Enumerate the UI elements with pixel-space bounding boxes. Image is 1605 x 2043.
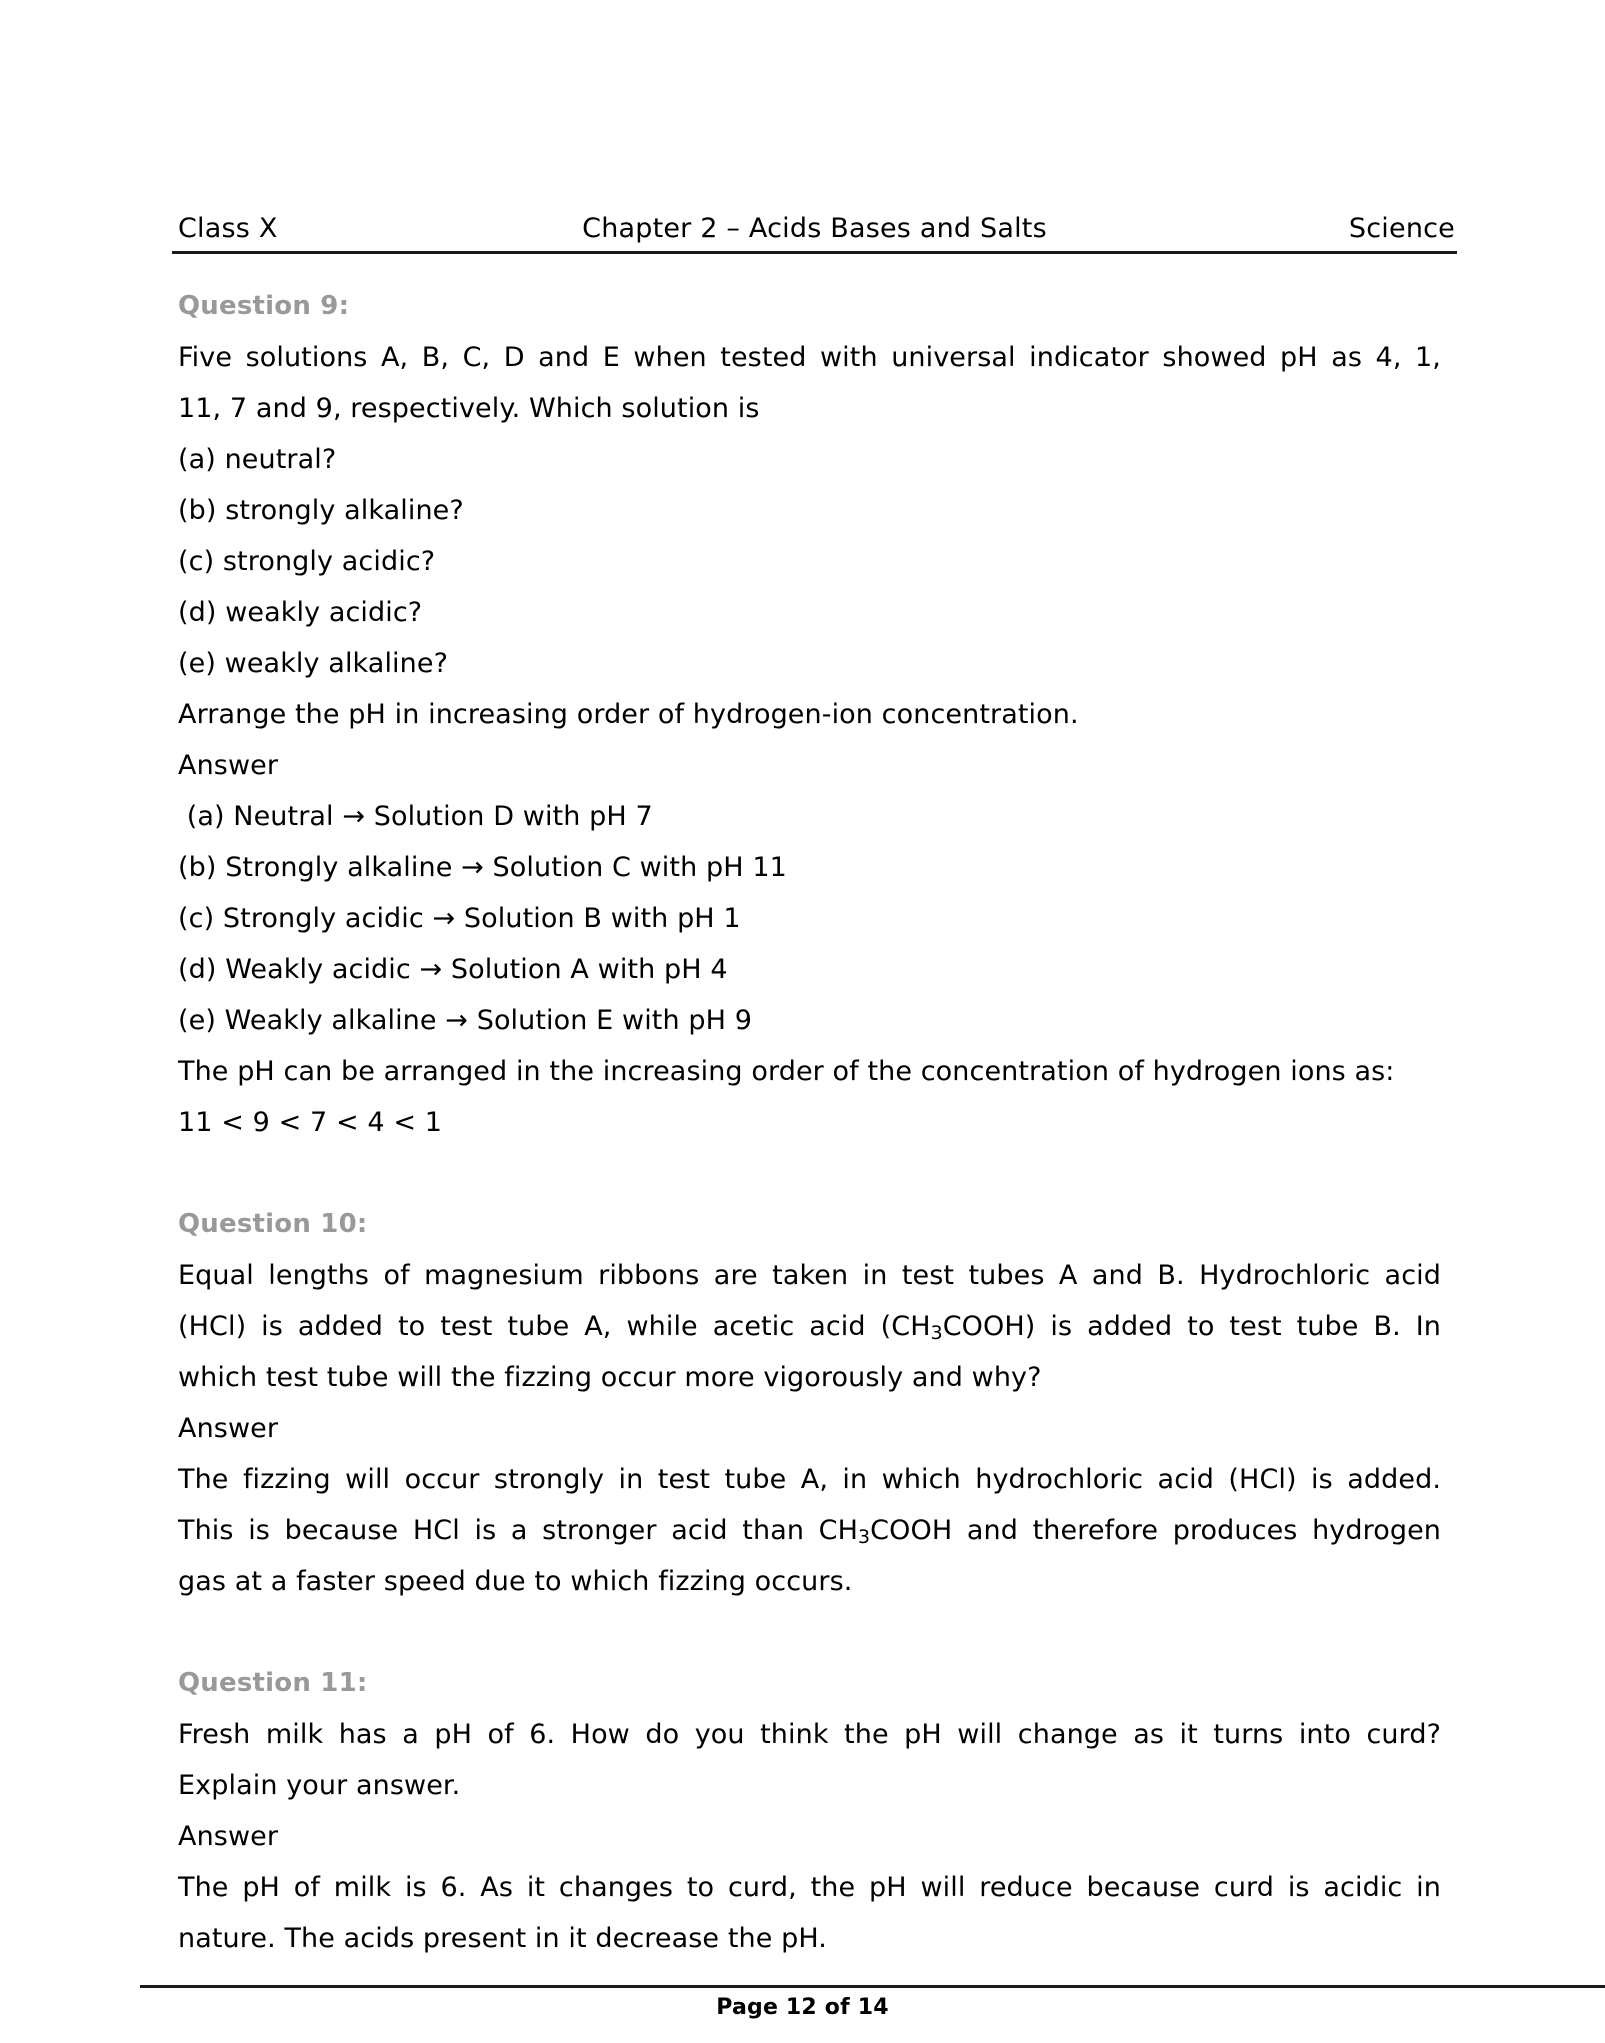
question-9-extra-instruction: Arrange the pH in increasing order of hydrogen-ion concentration. [178,699,1079,730]
question-10-prompt [178,1250,1441,1403]
question-9-answer-item-d: (d) Weakly acidic → Solution A with pH 4 [178,954,728,985]
question-11-prompt [178,1709,1441,1811]
question-10-answer-line-2 [178,1505,1441,1556]
page-footer [0,1995,1605,2020]
question-block-11 [178,1658,1441,1964]
question-10-answer-line-1-text: The fizzing will occur strongly in test tube A, in which hydrochloric acid (HCl) is added. [178,1464,1441,1495]
question-10-answer [178,1454,1441,1607]
question-9-prompt-line-2: 11, 7 and 9, respectively. Which solution is [178,393,760,424]
question-9-answer-item-c: (c) Strongly acidic → Solution B with pH 1 [178,903,741,934]
question-block-9 [178,281,1441,1148]
question-9-prompt [178,332,1441,434]
question-10-answer-line-2-text [178,1505,1441,1556]
document-content [178,281,1441,1964]
question-10-prompt-line-1-text: Equal lengths of magnesium ribbons are taken in test tubes A and B. Hydrochloric acid [178,1260,1441,1291]
header-chapter-title: Chapter 2 – Acids Bases and Salts [582,213,1047,244]
question-9-closing-line-2: 11 < 9 < 7 < 4 < 1 [178,1107,443,1138]
question-9-closing-line-1: The pH can be arranged in the increasing order of the concentration of hydrogen ions as: [178,1056,1395,1087]
header-row [172,207,1457,251]
question-9-answer-item-a: (a) Neutral → Solution D with pH 7 [178,801,653,832]
question-10-formula-subscript: 3 [930,1322,943,1345]
question-11-prompt-line-1 [178,1709,1441,1760]
question-9-option-a: (a) neutral? [178,444,337,475]
header-subject-label: Science [1348,213,1455,244]
question-10-formula-suffix: COOH) is added to test tube B. In [942,1311,1441,1342]
question-9-option-d: (d) weakly acidic? [178,597,423,628]
question-11-answer-line-1 [178,1862,1441,1913]
question-10-answer-label: Answer [178,1413,279,1444]
spacer-after-question-10 [178,1607,1441,1658]
question-10-title: Question 10: [178,1209,368,1239]
question-10-answer-formula-subscript: 3 [858,1526,871,1549]
header-class-label: Class X [178,213,278,244]
question-11-title: Question 11: [178,1668,368,1698]
question-9-option-c: (c) strongly acidic? [178,546,436,577]
question-11-answer-line-1-text: The pH of milk is 6. As it changes to curd, the pH will reduce because curd is acidic in [178,1872,1441,1903]
question-11-answer-label: Answer [178,1821,279,1852]
spacer-after-question-9 [178,1148,1441,1199]
question-11-prompt-line-2: Explain your answer. [178,1770,461,1801]
question-9-option-b: (b) strongly alkaline? [178,495,464,526]
question-9-answer-item-b: (b) Strongly alkaline → Solution C with pH 11 [178,852,787,883]
question-block-10 [178,1199,1441,1607]
question-9-answer-label: Answer [178,750,279,781]
question-9-answer-item-e: (e) Weakly alkaline → Solution E with pH 9 [178,1005,752,1036]
question-10-answer-line-1 [178,1454,1441,1505]
question-11-prompt-line-1-text: Fresh milk has a pH of 6. How do you think the pH will change as it turns into curd? [178,1719,1441,1750]
footer-divider [140,1985,1605,1988]
question-9-title: Question 9: [178,291,350,321]
question-9-prompt-line-1-text: Five solutions A, B, C, D and E when tested with universal indicator showed pH as 4, 1, [178,342,1441,373]
question-10-prompt-line-2 [178,1301,1441,1352]
question-10-answer-formula-prefix: This is because HCl is a stronger acid than CH [178,1515,859,1546]
page-header [172,207,1457,255]
question-10-prompt-line-3: which test tube will the fizzing occur more vigorously and why? [178,1362,1042,1393]
question-10-prompt-line-2-text [178,1301,1441,1352]
question-9-prompt-line-1 [178,332,1441,383]
question-10-answer-line-3: gas at a faster speed due to which fizzing occurs. [178,1566,853,1597]
question-10-formula-prefix: (HCl) is added to test tube A, while acetic acid (CH [178,1311,931,1342]
question-11-answer-line-2: nature. The acids present in it decrease the pH. [178,1923,827,1954]
question-9-option-e: (e) weakly alkaline? [178,648,449,679]
page-number-label: Page 12 of 14 [716,1995,889,2020]
question-10-prompt-line-1 [178,1250,1441,1301]
question-10-answer-formula-suffix: COOH and therefore produces hydrogen [870,1515,1441,1546]
question-11-answer [178,1862,1441,1964]
header-divider [172,251,1457,254]
